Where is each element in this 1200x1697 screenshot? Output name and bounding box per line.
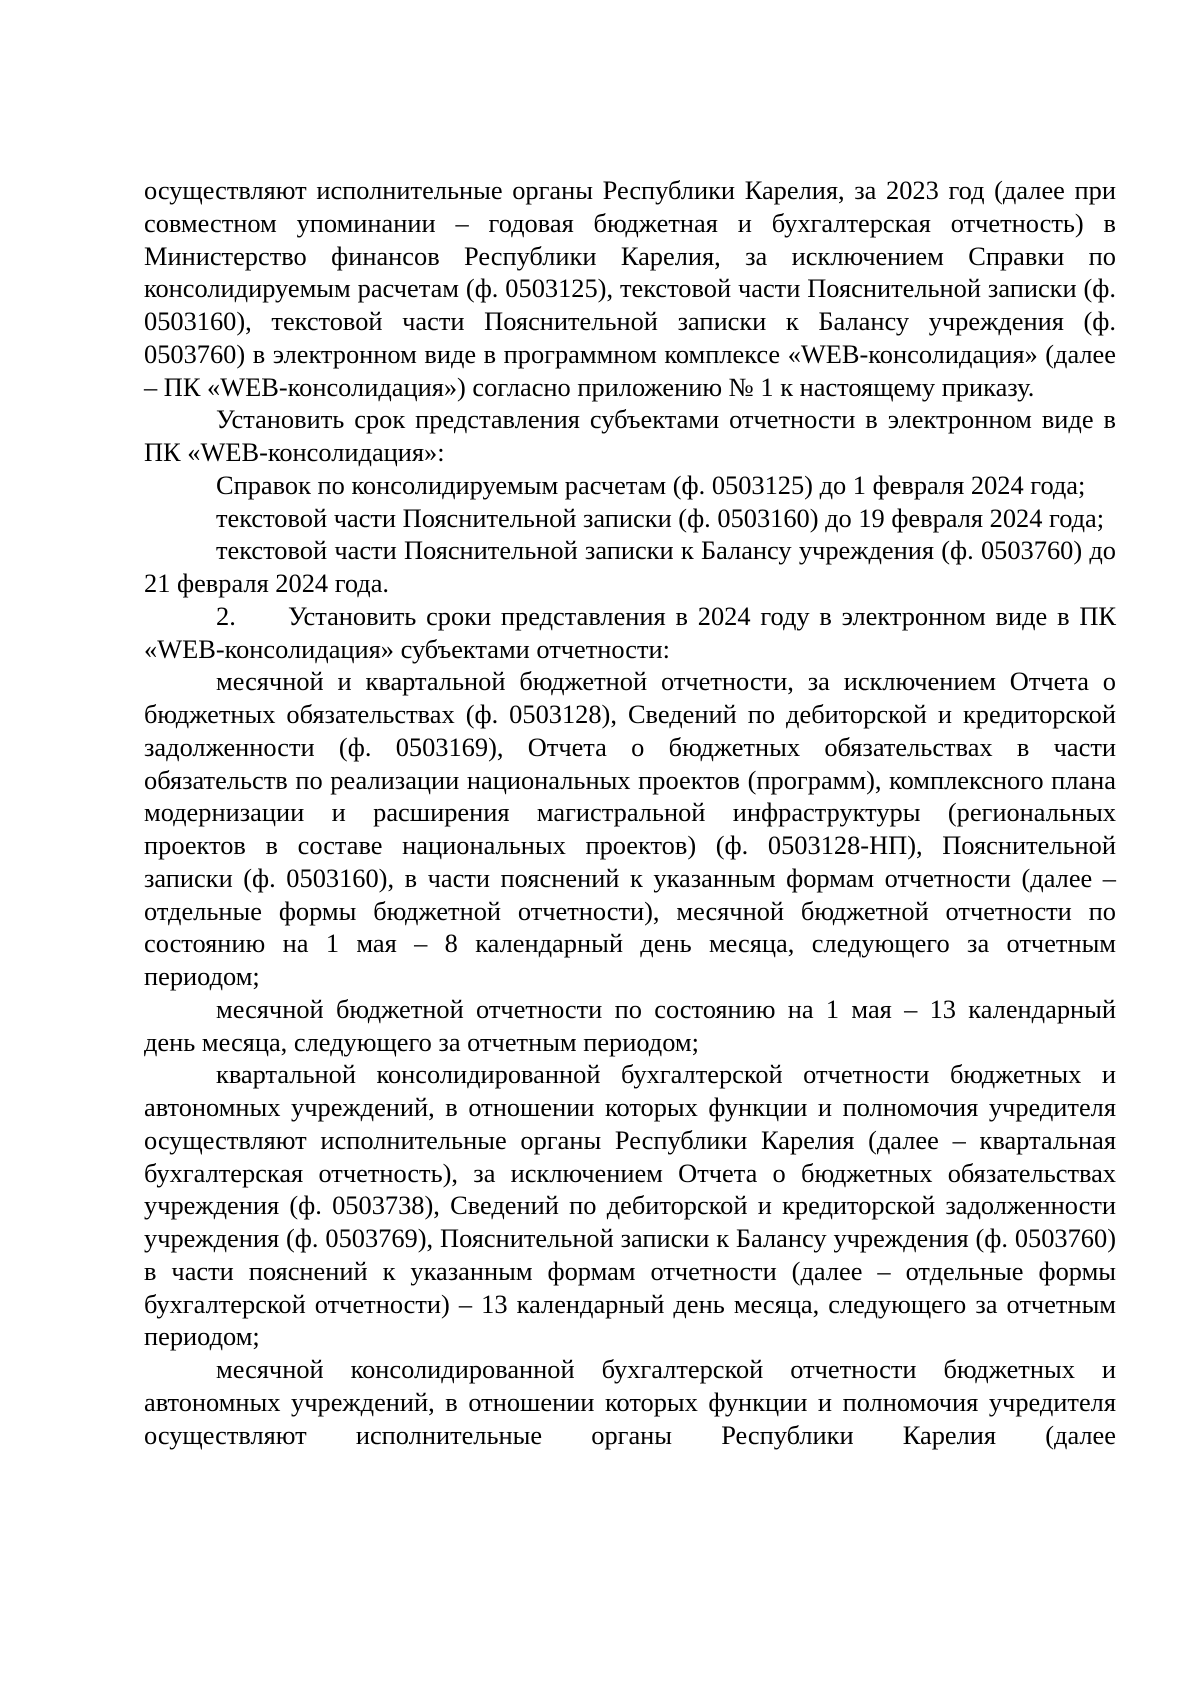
paragraph-item-2 bbox=[144, 600, 1116, 666]
paragraph-quarterly-accounting: квартальной консолидированной бухгалтерской отчетности бюджетных и автономных учреждений, в отношении которых функции и полномочия учредителя осуществляют исполнительные органы Республики Карелия (далее – квартальная бухгалтерская отчетность), за исключением Отчета о бюджетных обязательствах учреждения (ф. 0503738), Сведений по дебиторской и кредиторской задолженности учреждения (ф. 0503769), Пояснительной записки к Балансу учреждения (ф. 0503760) в части пояснений к указанным формам отчетности (далее – отдельные формы бухгалтерской отчетности) – 13 календарный день месяца, следующего за отчетным периодом; bbox=[144, 1059, 1116, 1352]
paragraph-deadline-intro: Установить срок представления субъектами отчетности в электронном виде в ПК «WEB-консолидация»: bbox=[144, 404, 1116, 467]
paragraph-monthly-quarterly-budget: месячной и квартальной бюджетной отчетности, за исключением Отчета о бюджетных обязательствах (ф. 0503128), Сведений по дебиторской и кредиторской задолженности (ф. 0503169), Отчета о бюджетных обязательствах в части обязательств по реализации национальных проектов (программ), комплексного плана модернизации и расширения магистральной инфраструктуры (региональных проектов в составе национальных проектов) (ф. 0503128-НП), Пояснительной записки (ф. 0503160), в части пояснений к указанным формам отчетности (далее – отдельные формы бюджетной отчетности), месячной бюджетной отчетности по состоянию на 1 мая – 8 календарный день месяца, следующего за отчетным периодом; bbox=[144, 666, 1116, 991]
paragraph-deadline-0503160: текстовой части Пояснительной записки (ф. 0503160) до 19 февраля 2024 года; bbox=[216, 502, 1105, 533]
paragraph-monthly-may: месячной бюджетной отчетности по состоянию на 1 мая – 13 календарный день месяца, следующего за отчетным периодом; bbox=[144, 993, 1116, 1057]
item-number: 2. bbox=[216, 600, 236, 631]
paragraph-deadline-0503125: Справок по консолидируемым расчетам (ф. 0503125) до 1 февраля 2024 года; bbox=[216, 469, 1086, 500]
paragraph-continuation: осуществляют исполнительные органы Республики Карелия, за 2023 год (далее при совместном упоминании – годовая бюджетная и бухгалтерская отчетность) в Министерство финансов Республики Карелия, за исключением Справки по консолидируемым расчетам (ф. 0503125), текстовой части Пояснительной записки (ф. 0503160), текстовой части Пояснительной записки к Балансу учреждения (ф. 0503760) в электронном виде в программном комплексе «WEB-консолидация» (далее – ПК «WEB-консолидация») согласно приложению № 1 к настоящему приказу. bbox=[144, 175, 1116, 402]
paragraph-monthly-accounting: месячной консолидированной бухгалтерской отчетности бюджетных и автономных учреждений, в отношении которых функции и полномочия учредителя осуществляют исполнительные органы Республики Карелия (далее bbox=[144, 1354, 1116, 1450]
paragraph-deadline-0503760: текстовой части Пояснительной записки к Балансу учреждения (ф. 0503760) до 21 февраля 2024 года. bbox=[144, 535, 1116, 598]
item-2-text: Установить сроки представления в 2024 году в электронном виде в ПК «WEB-консолидация» субъектами отчетности: bbox=[144, 600, 1116, 664]
document-body bbox=[144, 174, 1116, 1451]
